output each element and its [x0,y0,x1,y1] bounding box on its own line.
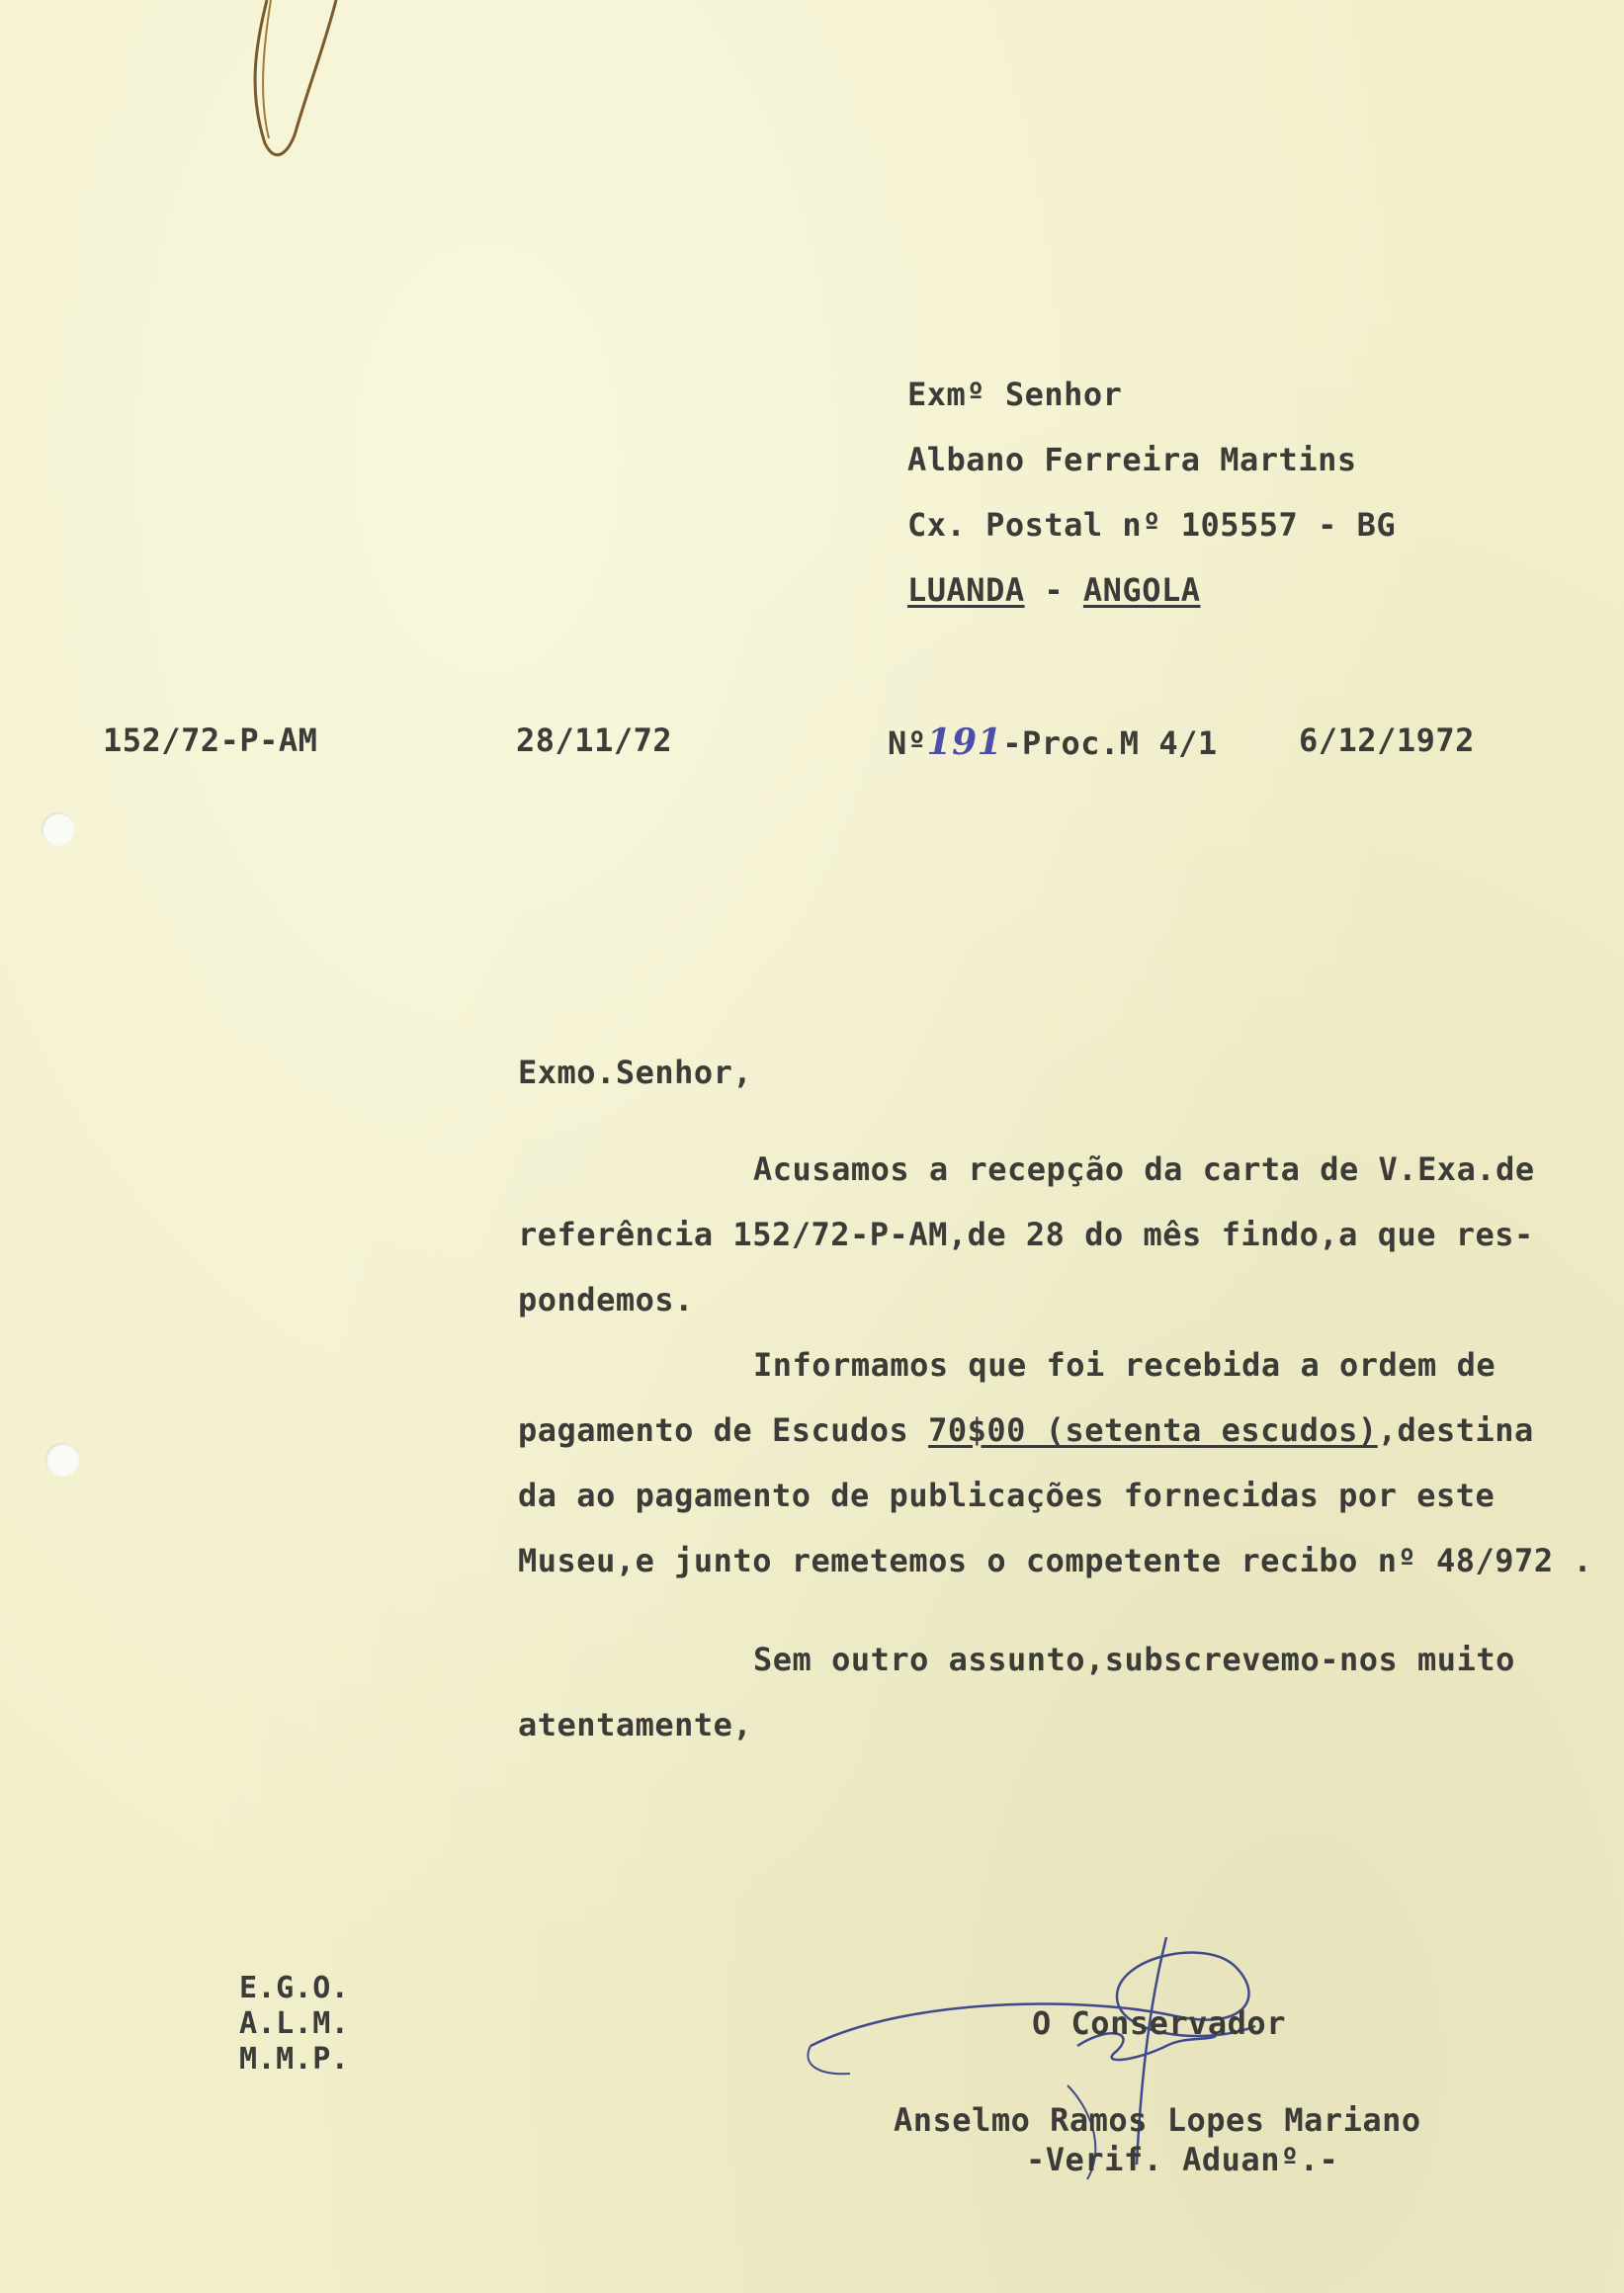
body-line-2: referência 152/72-P-AM,de 28 do mês findo,a que res- [518,1216,1534,1253]
recipient-location [907,571,1200,609]
their-reference: 152/72-P-AM [103,722,318,759]
staple-mark [237,0,356,168]
payment-text: pagamento de Escudos [518,1411,929,1449]
payment-amount: 70$00 (setenta escudos) [928,1411,1378,1449]
body-line-1: Acusamos a recepção da carta de V.Exa.de [753,1150,1535,1188]
body-line-3: pondemos. [518,1281,694,1318]
signer-title: O Conservador [1032,2004,1286,2042]
body-line-8: Sem outro assunto,subscrevemo-nos muito [753,1641,1515,1678]
body-line-4: Informamos que foi recebida a ordem de [753,1346,1496,1384]
initials-1: E.G.O. [239,1971,350,2005]
signer-name: Anselmo Ramos Lopes Mariano [894,2101,1421,2139]
body-line-5 [518,1411,1534,1449]
signer-role: -Verif. Aduanº.- [1026,2141,1339,2178]
letter-date: 6/12/1972 [1299,722,1475,759]
handwritten-number: 191 [926,722,1003,763]
process-code: -Proc.M 4/1 [1002,724,1218,762]
body-line-6: da ao pagamento de publicações fornecidas por este [518,1477,1496,1514]
recipient-name: Albano Ferreira Martins [907,441,1357,478]
number-prefix: Nº [888,724,927,762]
recipient-postal: Cx. Postal nº 105557 - BG [907,506,1397,544]
outgoing-number [888,722,1218,763]
body-line-7: Museu,e junto remetemos o competente recibo nº 48/972 . [518,1542,1593,1579]
punch-hole-bottom [45,1443,79,1477]
payment-tail: ,destina [1377,1411,1534,1449]
initials-2: A.L.M. [239,2006,350,2041]
punch-hole-top [42,812,75,846]
their-date: 28/11/72 [516,722,673,759]
recipient-city: LUANDA [907,571,1025,609]
recipient-salutation: Exmº Senhor [907,376,1123,413]
initials-3: M.M.P. [239,2042,350,2077]
greeting: Exmo.Senhor, [518,1054,753,1091]
body-line-9: atentamente, [518,1706,753,1743]
recipient-country: ANGOLA [1082,571,1201,609]
location-separator: - [1024,571,1083,609]
